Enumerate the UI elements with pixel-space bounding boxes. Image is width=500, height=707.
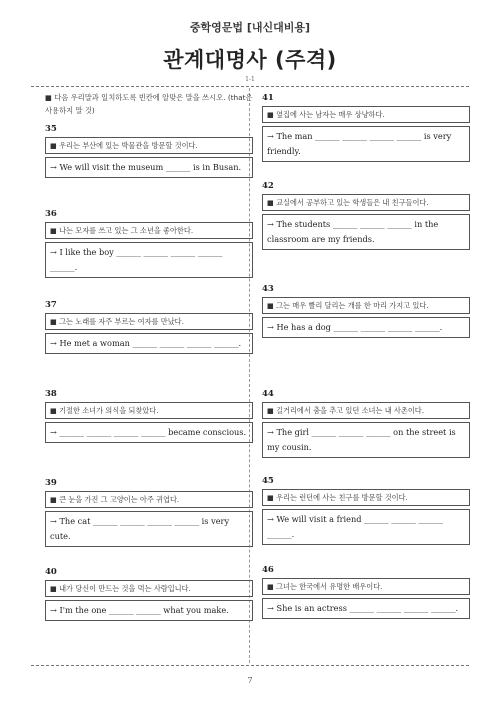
answer-sentence[interactable]: → I'm the one ______ ______ what you make.	[45, 600, 253, 621]
korean-prompt: ■ 그는 노래를 자주 부르는 여자를 만났다.	[45, 313, 253, 330]
question-number: 41	[262, 93, 274, 103]
question-number: 36	[45, 209, 57, 219]
question-number: 46	[262, 565, 274, 575]
answer-sentence[interactable]: → The girl ______ ______ ______ on the street is my cousin.	[262, 422, 470, 458]
question-46	[262, 565, 470, 619]
korean-prompt: ■ 그녀는 한국에서 유명한 배우이다.	[262, 578, 470, 595]
korean-prompt: ■ 그는 매우 빨리 달리는 개를 한 마리 가지고 있다.	[262, 297, 470, 314]
header-code: 1-1	[245, 76, 255, 83]
korean-prompt: ■ 기절한 소녀가 의식을 되찾았다.	[45, 402, 253, 419]
page-number: 7	[247, 676, 253, 685]
question-40	[45, 567, 253, 621]
question-35	[45, 124, 253, 178]
answer-sentence[interactable]: → We will visit a friend ______ ______ ______ ______.	[262, 509, 470, 545]
question-number: 40	[45, 567, 57, 577]
question-41	[262, 93, 470, 162]
question-38	[45, 389, 253, 443]
answer-sentence[interactable]: → He met a woman ______ ______ ______ ______.	[45, 333, 253, 354]
bottom-divider	[31, 665, 469, 666]
answer-sentence[interactable]: → The students ______ ______ ______ in the classroom are my friends.	[262, 214, 470, 250]
question-number: 38	[45, 389, 57, 399]
answer-sentence[interactable]: → The man ______ ______ ______ ______ is very friendly.	[262, 126, 470, 162]
korean-prompt: ■ 우리는 런던에 사는 친구를 방문할 것이다.	[262, 489, 470, 506]
korean-prompt: ■ 길거리에서 춤을 추고 있던 소녀는 내 사촌이다.	[262, 402, 470, 419]
answer-sentence[interactable]: → I like the boy ______ ______ ______ ______ ______.	[45, 242, 253, 278]
instructions: ■ 다음 우리말과 일치하도록 빈칸에 알맞은 말을 쓰시오. (that은 사용하지 말 것)	[45, 93, 253, 115]
question-number: 43	[262, 284, 274, 294]
top-divider	[31, 86, 469, 87]
korean-prompt: ■ 나는 모자를 쓰고 있는 그 소년을 좋아한다.	[45, 222, 253, 239]
question-39	[45, 478, 253, 547]
question-43	[262, 284, 470, 338]
question-number: 44	[262, 389, 274, 399]
korean-prompt: ■ 우리는 부산에 있는 박물관을 방문할 것이다.	[45, 137, 253, 154]
question-number: 39	[45, 478, 57, 488]
page-title: 관계대명사 (주격)	[163, 48, 337, 72]
question-number: 45	[262, 476, 274, 486]
answer-sentence[interactable]: → He has a dog ______ ______ ______ ______.	[262, 317, 470, 338]
korean-prompt: ■ 큰 눈을 가진 그 고양이는 아주 귀엽다.	[45, 491, 253, 508]
korean-prompt: ■ 내가 당신이 만드는 것을 먹는 사람입니다.	[45, 580, 253, 597]
answer-sentence[interactable]: → We will visit the museum ______ is in Busan.	[45, 157, 253, 178]
question-42	[262, 181, 470, 250]
question-36	[45, 209, 253, 278]
question-37	[45, 300, 253, 354]
korean-prompt: ■ 옆집에 사는 남자는 매우 상냥하다.	[262, 106, 470, 123]
left-column	[45, 91, 253, 615]
answer-sentence[interactable]: → The cat ______ ______ ______ ______ is very cute.	[45, 511, 253, 547]
korean-prompt: ■ 교실에서 공부하고 있는 학생들은 내 친구들이다.	[262, 194, 470, 211]
question-45	[262, 476, 470, 545]
question-number: 42	[262, 181, 274, 191]
question-number: 35	[45, 124, 57, 134]
question-44	[262, 389, 470, 458]
header-subtitle: 중학영문법 [내신대비용]	[189, 21, 311, 34]
answer-sentence[interactable]: → ______ ______ ______ ______ became conscious.	[45, 422, 253, 443]
answer-sentence[interactable]: → She is an actress ______ ______ ______ ______.	[262, 598, 470, 619]
question-number: 37	[45, 300, 57, 310]
